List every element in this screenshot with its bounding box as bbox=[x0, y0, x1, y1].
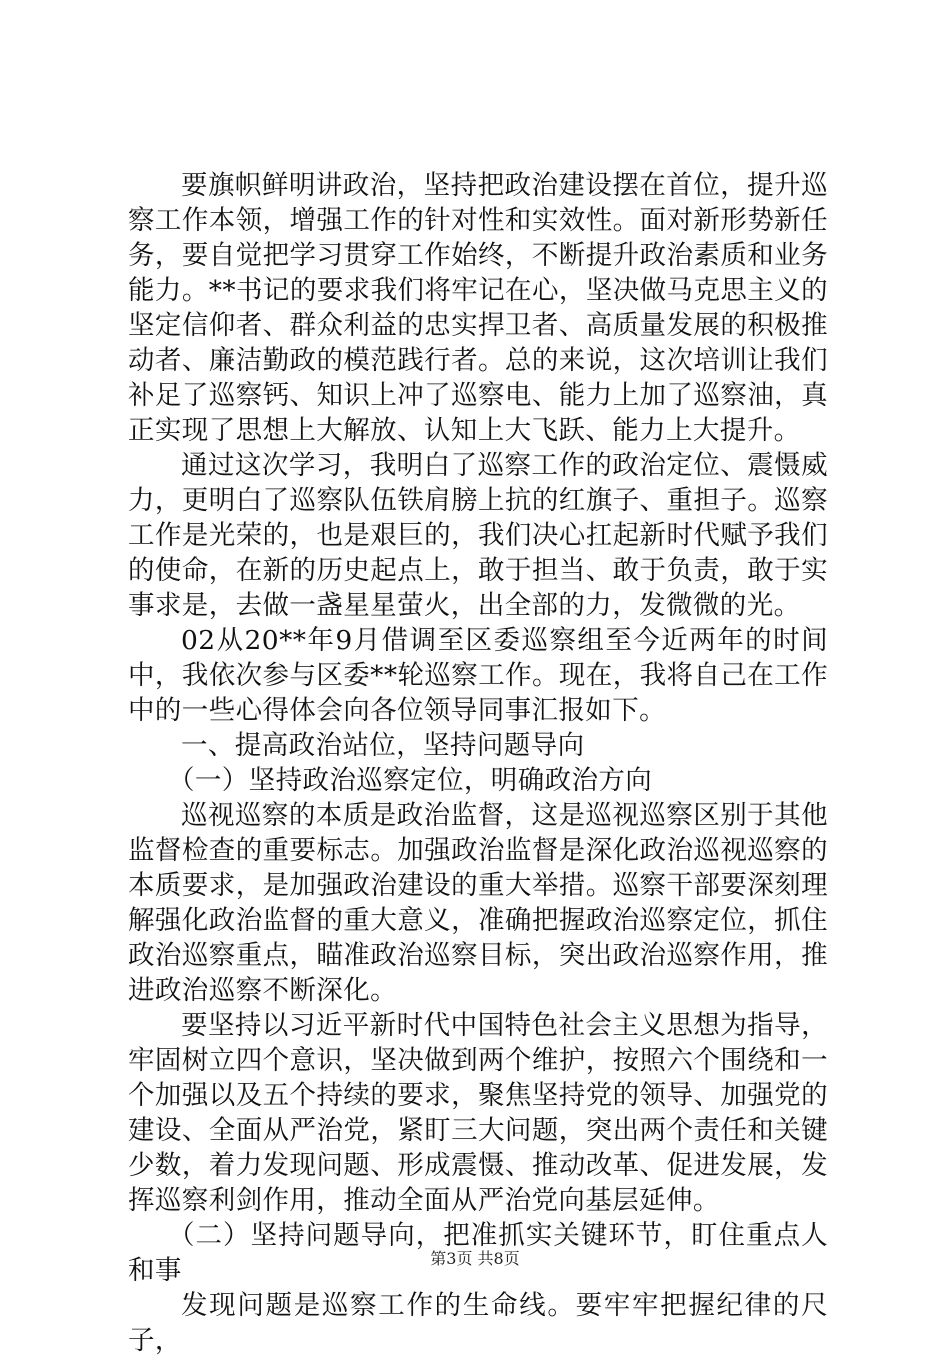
paragraph: 巡视巡察的本质是政治监督，这是巡视巡察区别于其他监督检查的重要标志。加强政治监督是深化政治巡视巡察的本质要求，是加强政治建设的重大举措。巡察干部要深刻理解强化政治监督的重大意义，准确把握政治巡察定位，抓住政治巡察重点，瞄准政治巡察目标，突出政治巡察作用，推进政治巡察不断深化。 bbox=[128, 800, 828, 1006]
paragraph: 要坚持以习近平新时代中国特色社会主义思想为指导，牢固树立四个意识，坚决做到两个维护，按照六个围绕和一个加强以及五个持续的要求，聚焦坚持党的领导、加强党的建设、全面从严治党，紧盯三大问题，突出两个责任和关键少数，着力发现问题、形成震慑、推动改革、促进发展，发挥巡察利剑作用，推动全面从严治党向基层延伸。 bbox=[128, 1010, 828, 1216]
paragraph: 通过这次学习，我明白了巡察工作的政治定位、震慑威力，更明白了巡察队伍铁肩膀上抗的红旗子、重担子。巡察工作是光荣的，也是艰巨的，我们决心扛起新时代赋予我们的使命，在新的历史起点上，敢于担当、敢于负责，敢于实事求是，去做一盏星星萤火，出全部的力，发微微的光。 bbox=[128, 450, 828, 621]
subsection-heading: （一）坚持政治巡察定位，明确政治方向 bbox=[168, 765, 653, 796]
document-body bbox=[128, 168, 828, 1358]
section-heading: 一、提高政治站位，坚持问题导向 bbox=[181, 730, 585, 761]
subsection-heading: （二）坚持问题导向，把准抓实关键环节，盯住重点人和事 bbox=[128, 1220, 828, 1286]
paragraph: 要旗帜鲜明讲政治，坚持把政治建设摆在首位，提升巡察工作本领，增强工作的针对性和实效性。面对新形势新任务，要自觉把学习贯穿工作始终，不断提升政治素质和业务能力。**书记的要求我们将牢记在心，坚决做马克思主义的坚定信仰者、群众利益的忠实捍卫者、高质量发展的积极推动者、廉洁勤政的模范践行者。总的来说，这次培训让我们补足了巡察钙、知识上冲了巡察电、能力上加了巡察油，真正实现了思想上大解放、认知上大飞跃、能力上大提升。 bbox=[128, 170, 828, 446]
page-number-footer: 第3页 共8页 bbox=[430, 1249, 520, 1268]
paragraph: 02从20**年9月借调至区委巡察组至今近两年的时间中，我依次参与区委**轮巡察工作。现在，我将自己在工作中的一些心得体会向各位领导同事汇报如下。 bbox=[128, 625, 828, 726]
paragraph: 发现问题是巡察工作的生命线。要牢牢把握纪律的尺子， bbox=[128, 1290, 828, 1356]
